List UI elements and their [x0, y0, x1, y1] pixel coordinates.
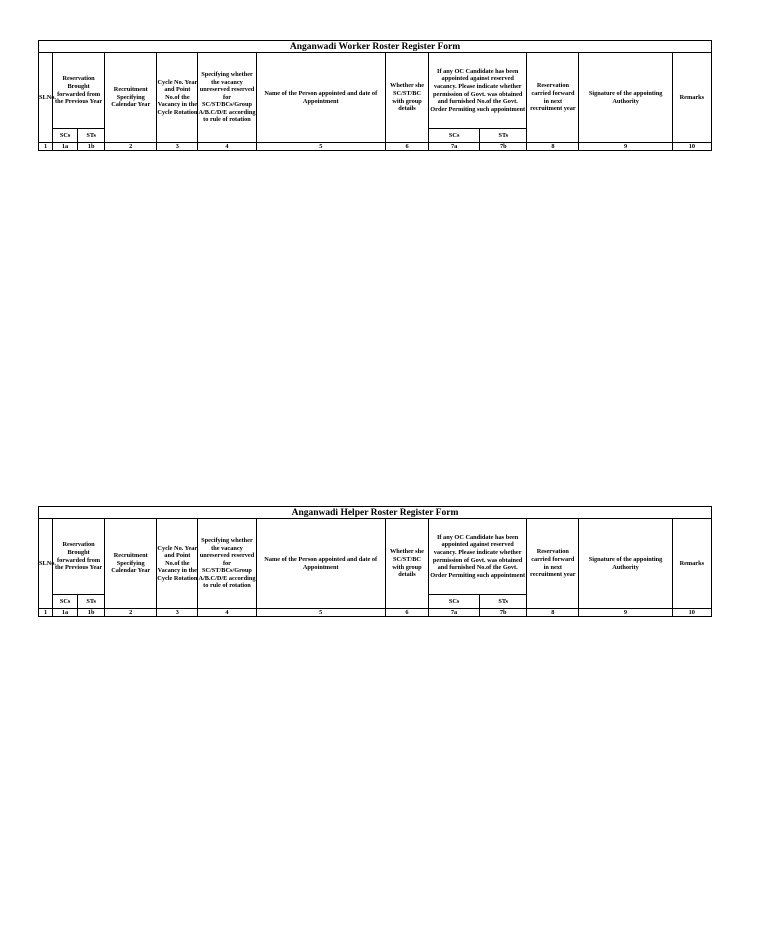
- worker-roster-table: [38, 40, 712, 151]
- oc-candidate-header: If any OC Candidate has been appointed against reserved vacancy. Please indicate whether permission of Govt. was obtained and furnished No.of the Govt. Order Permiting such appointment: [429, 53, 527, 129]
- remarks-header: Remarks: [672, 519, 711, 609]
- column-number: 9: [579, 609, 672, 617]
- cycle-no-header: Cycle No. Year and Point No.of the Vacancy in the Cycle Rotation: [157, 53, 198, 143]
- sl-no-header: SLNo.: [39, 519, 53, 609]
- column-number: 7a: [429, 609, 480, 617]
- column-number: 1b: [78, 143, 105, 151]
- specifying-vacancy-header: Specifying whether the vacancy unreserved reserved for SC/ST/BCs/Group A/B.C/D/E according to rule of rotation: [198, 53, 256, 143]
- column-number: 6: [385, 143, 428, 151]
- column-number: 4: [198, 609, 256, 617]
- column-number: 1: [39, 143, 53, 151]
- cycle-no-header: Cycle No. Year and Point No.of the Vacancy in the Cycle Rotation: [157, 519, 198, 609]
- signature-header: Signature of the appointing Authority: [579, 53, 672, 143]
- column-number: 5: [256, 609, 385, 617]
- column-number: 2: [105, 143, 157, 151]
- column-number: 3: [157, 609, 198, 617]
- sts-subheader: STs: [78, 129, 105, 143]
- scs-subheader: SCs: [429, 129, 480, 143]
- oc-candidate-header: If any OC Candidate has been appointed against reserved vacancy. Please indicate whether permission of Govt. was obtained and furnished No.of the Govt. Order Permiting such appointment: [429, 519, 527, 595]
- column-number: 5: [256, 143, 385, 151]
- column-number: 7a: [429, 143, 480, 151]
- column-number: 7b: [480, 609, 527, 617]
- column-number: 4: [198, 143, 256, 151]
- column-number: 6: [385, 609, 428, 617]
- sts-subheader: STs: [480, 129, 527, 143]
- reservation-carried-header: Reservation carried forward in next recruitment year: [527, 53, 579, 143]
- column-number: 1a: [53, 143, 78, 151]
- column-number: 10: [672, 143, 711, 151]
- whether-sc-st-bc-header: Whether she SC/ST/BC with group details: [385, 53, 428, 143]
- column-number: 7b: [480, 143, 527, 151]
- remarks-header: Remarks: [672, 53, 711, 143]
- reservation-carried-header: Reservation carried forward in next recruitment year: [527, 519, 579, 609]
- form-title: Anganwadi Helper Roster Register Form: [39, 507, 712, 519]
- helper-roster-form: [38, 506, 712, 617]
- recruitment-year-header: Recruitment Specifying Calendar Year: [105, 53, 157, 143]
- reservation-brought-header: Reservation Brought forwarded from the Previous Year: [53, 53, 105, 129]
- scs-subheader: SCs: [429, 595, 480, 609]
- sts-subheader: STs: [480, 595, 527, 609]
- column-number: 1a: [53, 609, 78, 617]
- column-number: 1b: [78, 609, 105, 617]
- signature-header: Signature of the appointing Authority: [579, 519, 672, 609]
- column-number: 8: [527, 609, 579, 617]
- person-name-header: Name of the Person appointed and date of Appointment: [256, 519, 385, 609]
- person-name-header: Name of the Person appointed and date of Appointment: [256, 53, 385, 143]
- scs-subheader: SCs: [53, 129, 78, 143]
- column-number: 1: [39, 609, 53, 617]
- worker-roster-form: [38, 40, 712, 151]
- column-number: 9: [579, 143, 672, 151]
- column-number: 3: [157, 143, 198, 151]
- column-number: 2: [105, 609, 157, 617]
- specifying-vacancy-header: Specifying whether the vacancy unreserved reserved for SC/ST/BCs/Group A/B.C/D/E according to rule of rotation: [198, 519, 256, 609]
- column-number: 8: [527, 143, 579, 151]
- column-number: 10: [672, 609, 711, 617]
- sts-subheader: STs: [78, 595, 105, 609]
- reservation-brought-header: Reservation Brought forwarded from the Previous Year: [53, 519, 105, 595]
- sl-no-header: SLNo.: [39, 53, 53, 143]
- recruitment-year-header: Recruitment Specifying Calendar Year: [105, 519, 157, 609]
- form-title: Anganwadi Worker Roster Register Form: [39, 41, 712, 53]
- scs-subheader: SCs: [53, 595, 78, 609]
- helper-roster-table: [38, 506, 712, 617]
- whether-sc-st-bc-header: Whether she SC/ST/BC with group details: [385, 519, 428, 609]
